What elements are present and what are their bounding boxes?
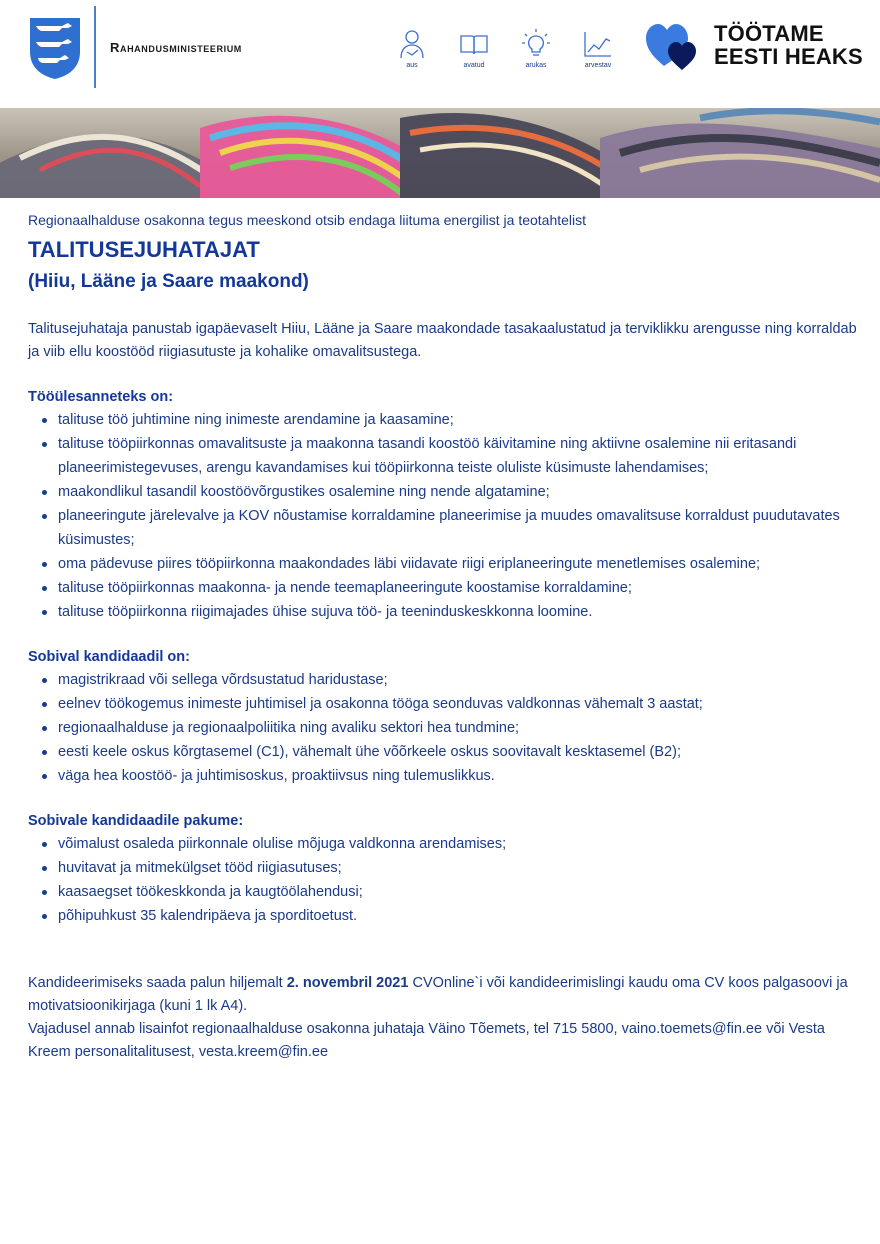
list-item: oma pädevuse piires tööpiirkonna maakondades läbi viidavate riigi eriplaneeringute menetlemises osalemine; bbox=[28, 552, 860, 576]
list-item: talituse tööpiirkonnas maakonna- ja nende teemaplaneeringute koostamise korraldamine; bbox=[28, 576, 860, 600]
application-text-1: Kandideerimiseks saada palun hiljemalt bbox=[28, 975, 287, 991]
value-label: avatud bbox=[463, 62, 485, 69]
slogan-line-2: EESTI HEAKS bbox=[714, 44, 863, 69]
job-description: Talitusejuhataja panustab igapäevaselt Hiiu, Lääne ja Saare maakondade tasakaalustatud ja terviklikku arengusse ning korraldab ja viib ellu koostööd riigiasutuste ja kohalike omavalitsustega. bbox=[28, 321, 857, 360]
hearts-logo bbox=[646, 22, 702, 70]
list-item: põhipuhkust 35 kalendripäeva ja sporditoetust. bbox=[28, 904, 860, 928]
list-item: talituse tööpiirkonnas omavalitsuste ja maakonna tasandi koostöö käivitamine ning aktiivne osalemine nii eritasandi planeerimistegevuses, arengu kavandamises kui tööpiirkonna teiste oluliste küsimuste lahendamises; bbox=[28, 432, 860, 480]
ministry-name: Rahandusministeerium bbox=[110, 40, 242, 55]
value-arukas bbox=[514, 28, 558, 69]
value-label: aus bbox=[406, 62, 418, 69]
list-item: võimalust osaleda piirkonnale olulise mõjuga valdkonna arendamises; bbox=[28, 832, 860, 856]
list-item: planeeringute järelevalve ja KOV nõustamise korraldamine planeerimise ja muudes omavalitsuse korraldust puudutavates küsimustes; bbox=[28, 504, 860, 552]
intro-text: Regionaalhalduse osakonna tegus meeskond otsib endaga liituma energilist ja teotahtelist bbox=[28, 212, 587, 228]
candidate-list bbox=[28, 668, 860, 788]
list-item: talituse tööpiirkonna riigimajades ühise sujuva töö- ja teeninduskeskkonna loomine. bbox=[28, 600, 860, 624]
values-row bbox=[390, 28, 620, 69]
duties-heading: Tööülesanneteks on: bbox=[28, 389, 174, 405]
list-item: huvitavat ja mitmekülgset tööd riigiasutuses; bbox=[28, 856, 860, 880]
application-deadline: 2. novembril 2021 bbox=[286, 975, 409, 991]
knitted-banner-image bbox=[0, 108, 880, 198]
header-divider bbox=[94, 6, 96, 88]
offer-heading: Sobivale kandidaadile pakume: bbox=[28, 813, 244, 829]
value-label: arvestav bbox=[584, 62, 612, 69]
value-arvestav bbox=[576, 28, 620, 69]
application-info bbox=[28, 972, 860, 1064]
book-icon bbox=[459, 28, 489, 60]
contact-info: Vajadusel annab lisainfot regionaalhalduse osakonna juhataja Väino Tõemets, tel 715 5800, vaino.toemets@fin.ee või Vesta Kreem personalitalitusest, vesta.kreem@fin.ee bbox=[28, 1021, 825, 1060]
application-text-2: CVOnline`i või kandideerimislingi kaudu oma CV koos palgasoovi ja motivatsioonikirjaga (kuni 1 lk A4). bbox=[28, 975, 848, 1014]
list-item: magistrikraad või sellega võrdsustatud haridustase; bbox=[28, 668, 860, 692]
job-ad-content bbox=[28, 210, 860, 1064]
slogan bbox=[714, 22, 863, 68]
list-item: regionaalhalduse ja regionaalpoliitika ning avaliku sektori hea tundmine; bbox=[28, 716, 860, 740]
job-location: (Hiiu, Lääne ja Saare maakond) bbox=[28, 271, 309, 292]
person-icon bbox=[397, 28, 427, 60]
value-aus bbox=[390, 28, 434, 69]
value-avatud bbox=[452, 28, 496, 69]
lightbulb-icon bbox=[521, 28, 551, 60]
page-header bbox=[0, 0, 880, 108]
job-title: TALITUSEJUHATAJAT bbox=[28, 237, 260, 262]
list-item: talituse töö juhtimine ning inimeste arendamine ja kaasamine; bbox=[28, 408, 860, 432]
coat-of-arms-logo bbox=[28, 16, 82, 80]
offer-list bbox=[28, 832, 860, 928]
list-item: kaasaegset töökeskkonda ja kaugtöölahendusi; bbox=[28, 880, 860, 904]
slogan-line-1: TÖÖTAME bbox=[714, 21, 824, 46]
value-label: arukas bbox=[525, 62, 547, 69]
chart-icon bbox=[583, 28, 613, 60]
list-item: eesti keele oskus kõrgtasemel (C1), vähemalt ühe võõrkeele oskus soovitavalt kesktasemel (B2); bbox=[28, 740, 860, 764]
list-item: maakondlikul tasandil koostöövõrgustikes osalemine ning nende algatamine; bbox=[28, 480, 860, 504]
candidate-heading: Sobival kandidaadil on: bbox=[28, 649, 190, 665]
list-item: eelnev töökogemus inimeste juhtimisel ja osakonna tööga seonduvas valdkonnas vähemalt 3 aastat; bbox=[28, 692, 860, 716]
list-item: väga hea koostöö- ja juhtimisoskus, proaktiivsus ning tulemuslikkus. bbox=[28, 764, 860, 788]
duties-list bbox=[28, 408, 860, 624]
